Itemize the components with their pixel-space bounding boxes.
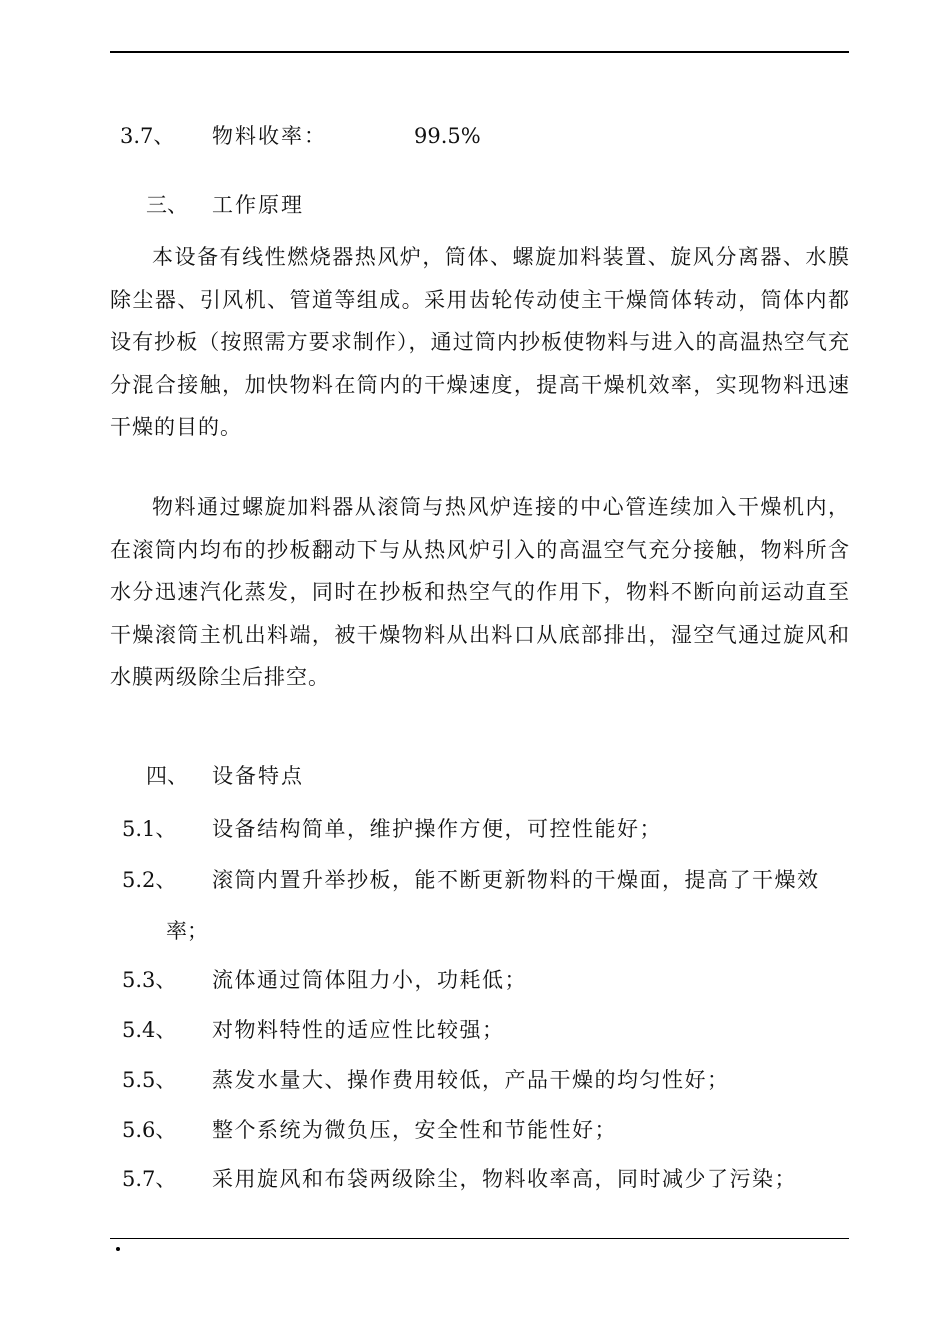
feature-number: 5.5、 (122, 1068, 177, 1092)
feature-number: 5.2、 (122, 868, 177, 892)
feature-number: 5.6、 (122, 1118, 177, 1142)
feature-number: 5.7、 (122, 1167, 177, 1191)
feature-text: 流体通过筒体阻力小，功耗低； (212, 968, 527, 992)
feature-text: 蒸发水量大、操作费用较低，产品干燥的均匀性好； (212, 1068, 730, 1092)
spec-value: 99.5% (414, 124, 481, 148)
footer-dot (116, 1247, 120, 1251)
header-rule (110, 51, 849, 53)
feature-text-continuation: 率； (166, 919, 208, 943)
feature-text: 设备结构简单，维护操作方便，可控性能好； (212, 817, 662, 841)
principle-paragraph: 本设备有线性燃烧器热风炉，筒体、螺旋加料装置、旋风分离器、水膜除尘器、引风机、管道等组成。采用齿轮传动使主干燥筒体转动，筒体内都设有抄板（按照需方要求制作），通过筒内抄板使物料与进入的高温热空气充分混合接触，加快物料在筒内的干燥速度，提高干燥机效率，实现物料迅速干燥的目的。 (110, 245, 850, 439)
section-number: 四、 (146, 764, 188, 788)
footer-rule (110, 1238, 849, 1239)
feature-number: 5.4、 (122, 1018, 177, 1042)
section-number: 三、 (146, 193, 188, 217)
feature-text: 滚筒内置升举抄板，能不断更新物料的干燥面，提高了干燥效 (212, 868, 820, 892)
principle-paragraph: 物料通过螺旋加料器从滚筒与热风炉连接的中心管连续加入干燥机内，在滚筒内均布的抄板翻动下与从热风炉引入的高温空气充分接触，物料所含水分迅速汽化蒸发，同时在抄板和热空气的作用下，物料不断向前运动直至干燥滚筒主机出料端，被干燥物料从出料口从底部排出，湿空气通过旋风和水膜两级除尘后排空。 (110, 495, 850, 689)
spec-number: 3.7、 (120, 124, 175, 148)
feature-number: 5.1、 (122, 817, 177, 841)
feature-text: 采用旋风和布袋两级除尘，物料收率高，同时减少了污染； (212, 1167, 797, 1191)
section-title: 工作原理 (212, 193, 304, 217)
feature-text: 对物料特性的适应性比较强； (212, 1018, 505, 1042)
spec-label: 物料收率： (212, 124, 327, 148)
feature-text: 整个系统为微负压，安全性和节能性好； (212, 1118, 617, 1142)
section-title: 设备特点 (212, 764, 304, 788)
feature-number: 5.3、 (122, 968, 177, 992)
